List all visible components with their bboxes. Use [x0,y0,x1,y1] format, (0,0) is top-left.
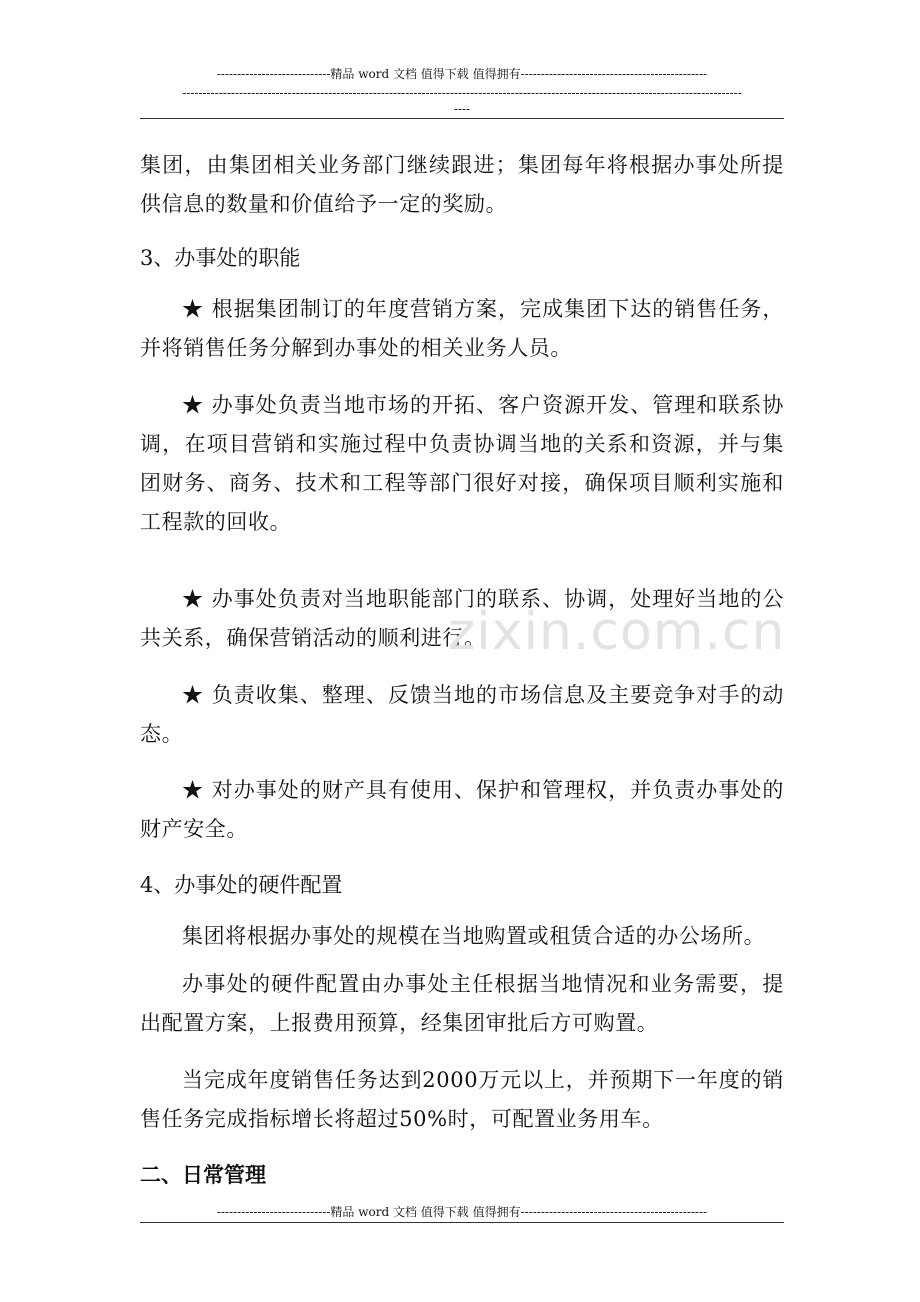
watermark: zixin.com.cn [448,602,786,662]
bullet-market-information: ★ 负责收集、整理、反馈当地的市场信息及主要竞争对手的动态。 [140,683,784,746]
header-dash-line-short: ---- [453,102,471,116]
bullet-property-management: ★ 对办事处的财产具有使用、保护和管理权，并负责办事处的财产安全。 [140,778,784,841]
footer-rule [140,1222,784,1223]
bullet-sales-tasks: ★ 根据集团制订的年度营销方案，完成集团下达的销售任务，并将销售任务分解到办事处的相关业务人员。 [140,297,784,360]
header-banner: ----------------------------精品 word 文档 值得下载 值得拥有---------------------------------------------- [216,67,708,81]
header-rule [140,118,784,119]
section-heading-daily-management: 二、日常管理 [140,1163,266,1187]
paragraph-intro: 集团，由集团相关业务部门继续跟进；集团每年将根据办事处所提供信息的数量和价值给予一定的奖励。 [140,153,784,216]
section-heading-3: 3、办事处的职能 [140,246,301,270]
paragraph-hardware-config: 办事处的硬件配置由办事处主任根据当地情况和业务需要，提出配置方案，上报费用预算，经集团审批后方可购置。 [140,972,784,1035]
bullet-market-development: ★ 办事处负责当地市场的开拓、客户资源开发、管理和联系协调，在项目营销和实施过程中负责协调当地的关系和资源，并与集团财务、商务、技术和工程等部门很好对接，确保项目顺利实施和工程款的回收。 [140,393,784,534]
paragraph-vehicle: 当完成年度销售任务达到2000万元以上，并预期下一年度的销售任务完成指标增长将超过50%时，可配置业务用车。 [140,1068,784,1131]
header-dash-line: ------------------------------------------------------------------------------------------------------------------------------------------ [182,86,742,100]
footer-banner: ----------------------------精品 word 文档 值得下载 值得拥有---------------------------------------------- [216,1205,708,1219]
bullet-public-relations: ★ 办事处负责对当地职能部门的联系、协调，处理好当地的公共关系，确保营销活动的顺利进行。 [140,587,784,650]
section-heading-4: 4、办事处的硬件配置 [140,873,343,897]
paragraph-office-space: 集团将根据办事处的规模在当地购置或租赁合适的办公场所。 [182,924,766,948]
